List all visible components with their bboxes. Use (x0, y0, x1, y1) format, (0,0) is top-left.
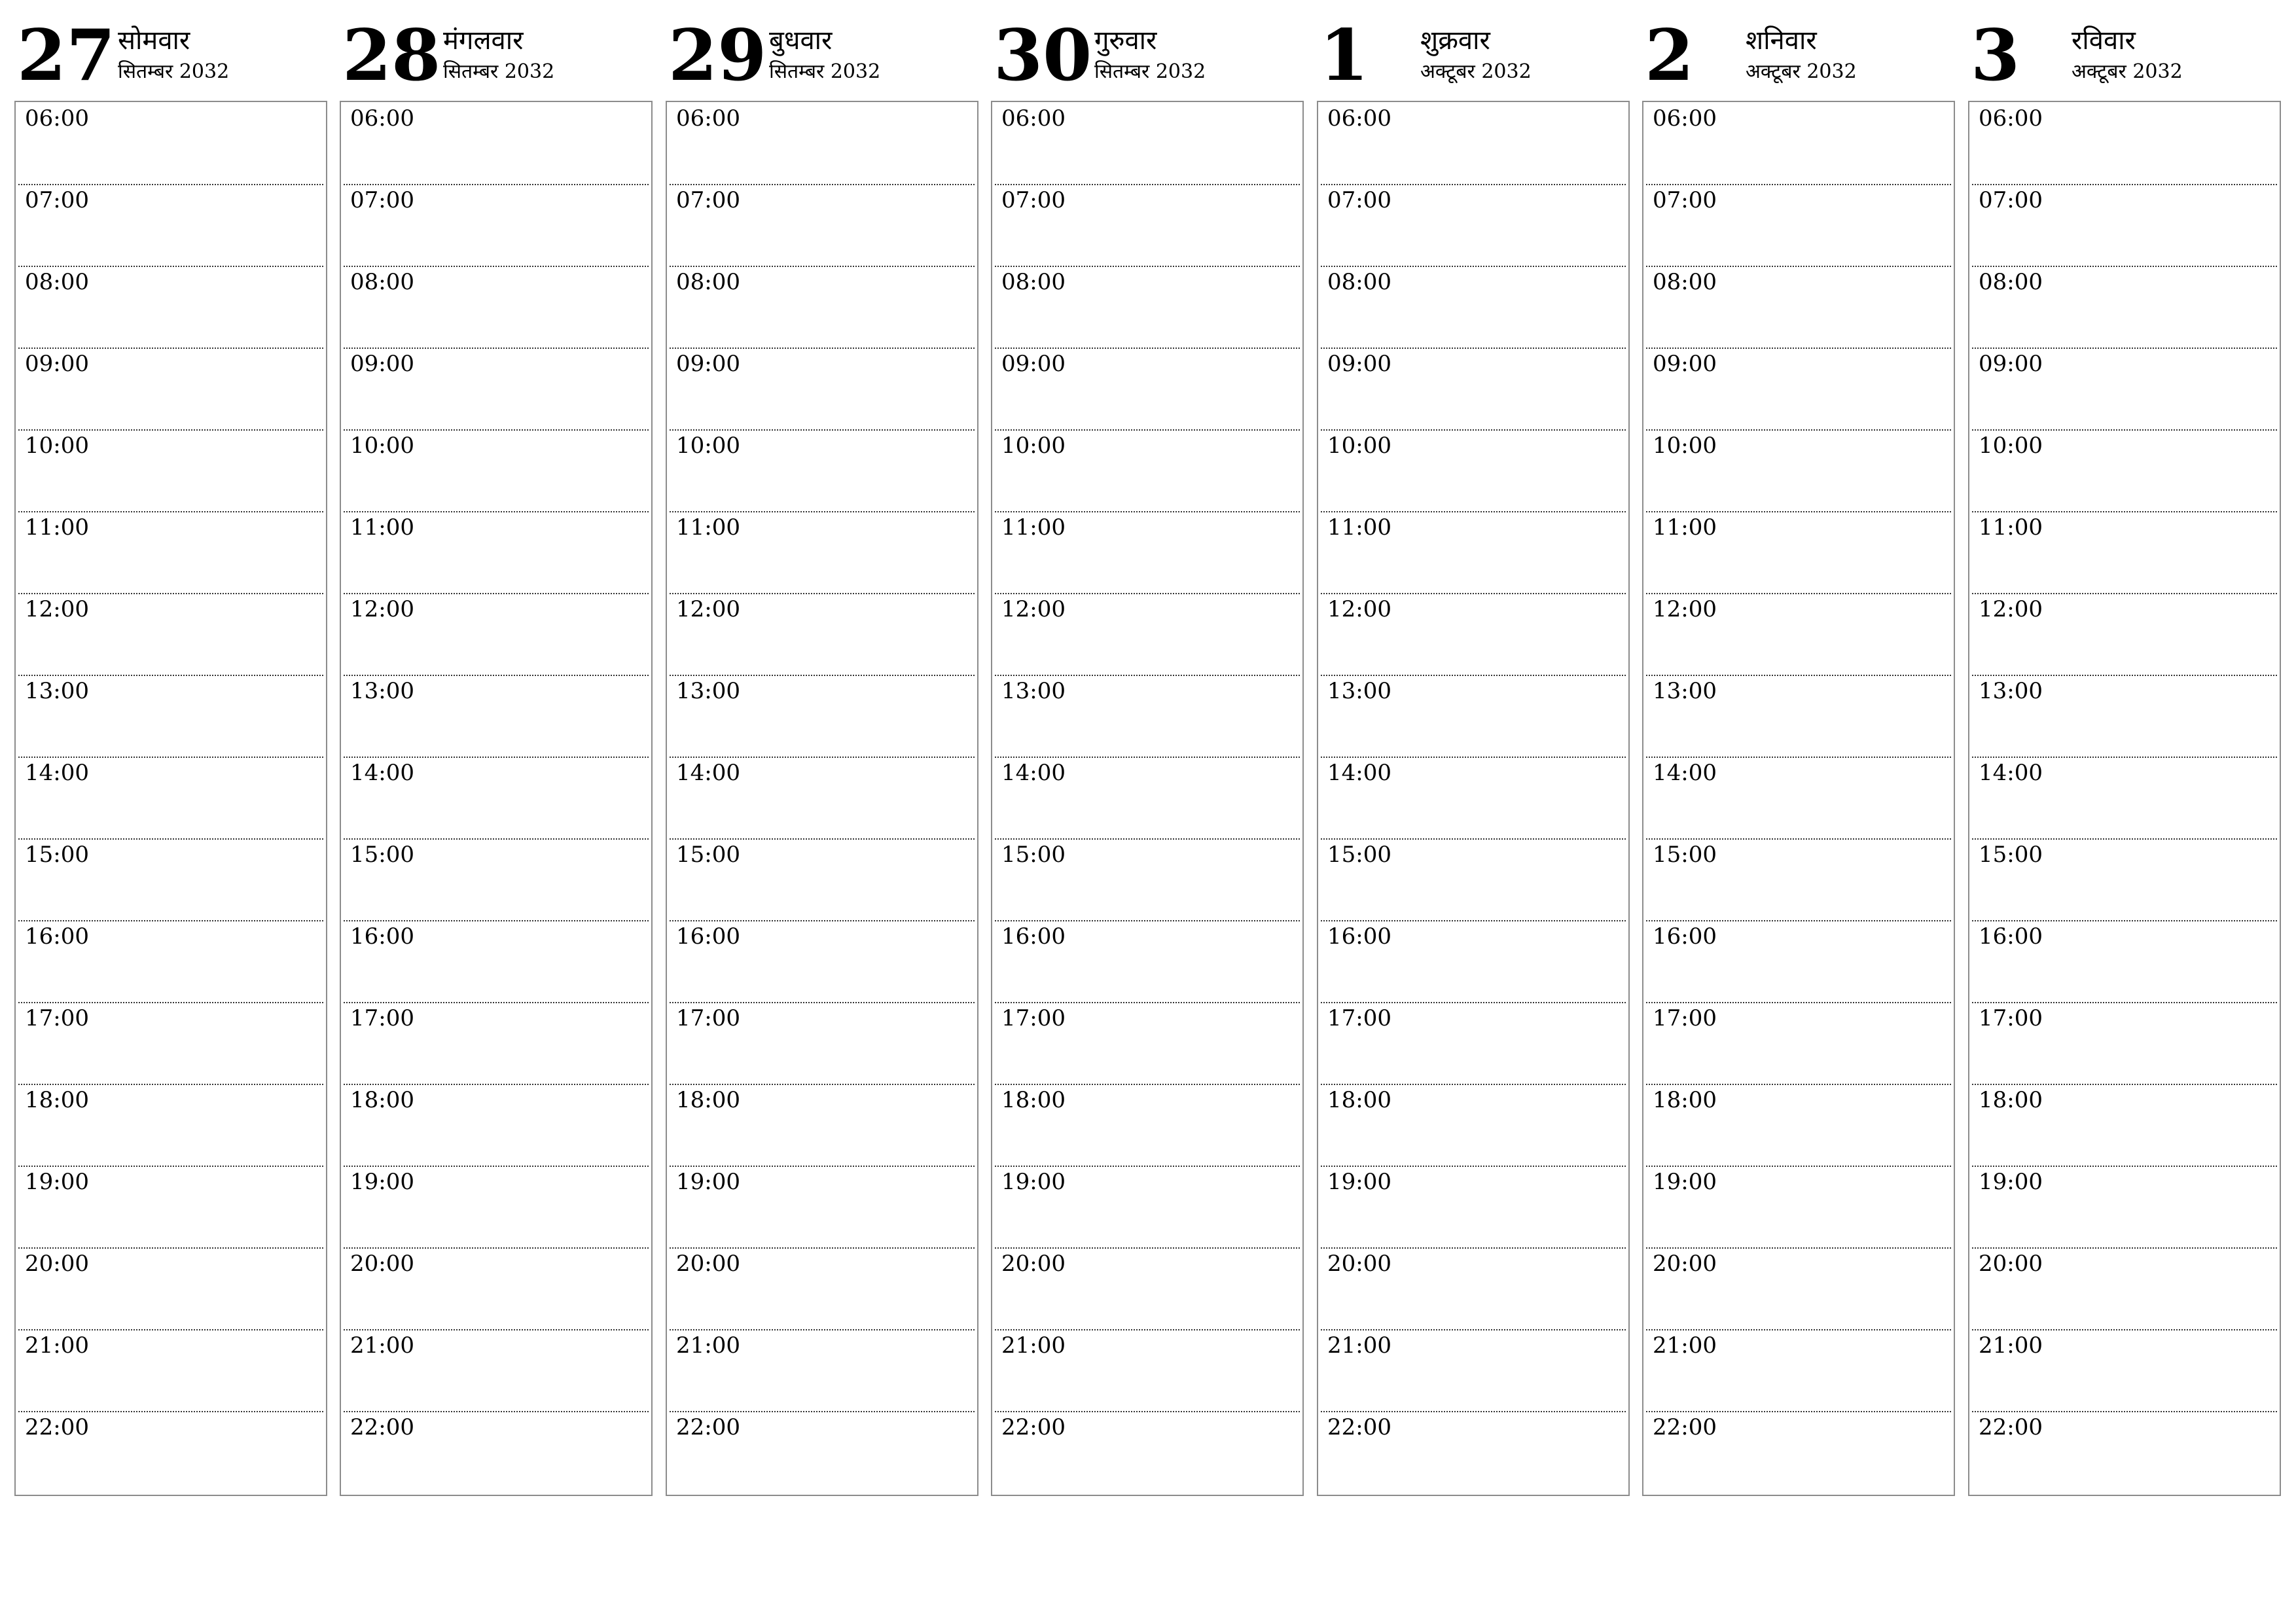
time-label: 17:00 (1327, 1005, 1391, 1031)
time-slot[interactable] (344, 675, 649, 758)
time-slot[interactable] (1646, 1411, 1951, 1493)
time-label: 12:00 (350, 596, 414, 622)
day-number: 2 (1645, 14, 1695, 97)
time-slot[interactable] (1972, 838, 2277, 921)
weekday-name: मंगलवार (443, 26, 524, 56)
weekday-name: शुक्रवार (1420, 26, 1490, 56)
time-slot[interactable] (18, 757, 323, 840)
time-label: 15:00 (1653, 842, 1717, 868)
time-slot[interactable] (670, 1084, 975, 1167)
time-label: 18:00 (1653, 1087, 1717, 1113)
time-slot[interactable] (18, 920, 323, 1003)
time-label: 09:00 (676, 351, 740, 377)
time-slot[interactable] (1321, 675, 1626, 758)
time-slot[interactable] (670, 757, 975, 840)
time-label: 06:00 (1653, 105, 1717, 132)
time-slot[interactable] (18, 1166, 323, 1249)
time-slot[interactable] (995, 266, 1300, 349)
day-header (666, 0, 978, 98)
time-slot[interactable] (1646, 1329, 1951, 1412)
time-slot[interactable] (18, 266, 323, 349)
time-label: 06:00 (1327, 105, 1391, 132)
time-label: 11:00 (676, 514, 740, 541)
time-slot[interactable] (670, 920, 975, 1003)
time-label: 20:00 (1001, 1251, 1066, 1277)
time-label: 19:00 (1979, 1169, 2043, 1195)
time-label: 06:00 (1979, 105, 2043, 132)
time-label: 16:00 (676, 923, 740, 950)
time-label: 19:00 (676, 1169, 740, 1195)
time-label: 14:00 (676, 760, 740, 786)
time-label: 14:00 (25, 760, 89, 786)
time-label: 13:00 (1653, 678, 1717, 704)
time-slot[interactable] (1321, 1084, 1626, 1167)
time-slot[interactable] (344, 184, 649, 267)
time-slot[interactable] (1321, 1329, 1626, 1412)
time-label: 17:00 (350, 1005, 414, 1031)
time-slot[interactable] (344, 920, 649, 1003)
time-label: 11:00 (1001, 514, 1066, 541)
time-slot[interactable] (1321, 1166, 1626, 1249)
time-slot[interactable] (995, 429, 1300, 512)
time-slot[interactable] (344, 1166, 649, 1249)
time-label: 10:00 (1327, 433, 1391, 459)
time-slot[interactable] (995, 920, 1300, 1003)
time-slot[interactable] (995, 511, 1300, 594)
time-label: 07:00 (350, 187, 414, 213)
day-header (1968, 0, 2281, 98)
time-label: 13:00 (25, 678, 89, 704)
time-slot[interactable] (1646, 1084, 1951, 1167)
time-slot[interactable] (1972, 266, 2277, 349)
time-slot[interactable] (1646, 1002, 1951, 1085)
time-label: 22:00 (350, 1414, 414, 1440)
time-slot[interactable] (1321, 1247, 1626, 1330)
time-label: 15:00 (350, 842, 414, 868)
time-label: 22:00 (1653, 1414, 1717, 1440)
time-label: 07:00 (1327, 187, 1391, 213)
time-label: 07:00 (1653, 187, 1717, 213)
time-label: 18:00 (1001, 1087, 1066, 1113)
time-label: 13:00 (676, 678, 740, 704)
day-schedule-box (340, 101, 653, 1496)
time-slot[interactable] (670, 675, 975, 758)
time-slot[interactable] (344, 593, 649, 676)
time-label: 09:00 (1001, 351, 1066, 377)
time-label: 09:00 (1653, 351, 1717, 377)
time-label: 12:00 (1653, 596, 1717, 622)
time-slot[interactable] (1321, 429, 1626, 512)
day-number: 30 (994, 14, 1092, 97)
time-label: 22:00 (25, 1414, 89, 1440)
time-slot[interactable] (995, 1329, 1300, 1412)
time-slot[interactable] (18, 102, 323, 185)
time-slot[interactable] (1646, 1166, 1951, 1249)
day-header (1317, 0, 1630, 98)
time-label: 16:00 (350, 923, 414, 950)
time-label: 17:00 (1001, 1005, 1066, 1031)
time-label: 19:00 (1653, 1169, 1717, 1195)
day-number: 28 (342, 14, 441, 97)
time-slot[interactable] (670, 1002, 975, 1085)
time-label: 14:00 (1327, 760, 1391, 786)
time-slot[interactable] (1972, 511, 2277, 594)
time-label: 12:00 (25, 596, 89, 622)
time-slot[interactable] (344, 1247, 649, 1330)
time-label: 17:00 (676, 1005, 740, 1031)
time-label: 18:00 (350, 1087, 414, 1113)
time-slot[interactable] (18, 1247, 323, 1330)
weekday-name: शनिवार (1746, 26, 1817, 56)
time-label: 08:00 (25, 269, 89, 295)
time-label: 07:00 (1001, 187, 1066, 213)
time-label: 18:00 (676, 1087, 740, 1113)
time-slot[interactable] (1646, 1247, 1951, 1330)
day-number: 1 (1319, 14, 1369, 97)
time-slot[interactable] (1321, 593, 1626, 676)
time-label: 09:00 (350, 351, 414, 377)
time-label: 11:00 (1327, 514, 1391, 541)
day-schedule-box (1317, 101, 1630, 1496)
time-slot[interactable] (1321, 838, 1626, 921)
time-slot[interactable] (995, 1002, 1300, 1085)
time-label: 06:00 (1001, 105, 1066, 132)
time-slot[interactable] (1646, 348, 1951, 431)
time-slot[interactable] (1646, 511, 1951, 594)
day-number: 3 (1971, 14, 2020, 97)
time-label: 12:00 (1327, 596, 1391, 622)
time-slot[interactable] (670, 593, 975, 676)
time-label: 18:00 (25, 1087, 89, 1113)
time-slot[interactable] (1321, 757, 1626, 840)
day-number: 29 (668, 14, 767, 97)
time-label: 16:00 (1327, 923, 1391, 950)
time-slot[interactable] (1321, 348, 1626, 431)
time-label: 09:00 (1979, 351, 2043, 377)
time-label: 19:00 (1327, 1169, 1391, 1195)
time-label: 08:00 (1653, 269, 1717, 295)
day-schedule-box (666, 101, 978, 1496)
time-label: 06:00 (676, 105, 740, 132)
time-label: 21:00 (1327, 1332, 1391, 1359)
time-slot[interactable] (1972, 1084, 2277, 1167)
time-slot[interactable] (344, 266, 649, 349)
time-slot[interactable] (670, 1411, 975, 1493)
time-label: 08:00 (350, 269, 414, 295)
time-slot[interactable] (344, 348, 649, 431)
time-label: 21:00 (676, 1332, 740, 1359)
time-label: 13:00 (350, 678, 414, 704)
time-slot[interactable] (1646, 266, 1951, 349)
time-label: 22:00 (1327, 1414, 1391, 1440)
time-slot[interactable] (1972, 1166, 2277, 1249)
day-number: 27 (17, 14, 116, 97)
time-slot[interactable] (670, 511, 975, 594)
month-year-label: अक्टूबर 2032 (1420, 60, 1532, 83)
time-label: 17:00 (1653, 1005, 1717, 1031)
time-slot[interactable] (344, 1084, 649, 1167)
time-slot[interactable] (1321, 920, 1626, 1003)
time-label: 10:00 (676, 433, 740, 459)
time-slot[interactable] (1972, 593, 2277, 676)
time-slot[interactable] (670, 838, 975, 921)
time-slot[interactable] (995, 1084, 1300, 1167)
time-label: 16:00 (25, 923, 89, 950)
time-slot[interactable] (670, 429, 975, 512)
time-slot[interactable] (1972, 184, 2277, 267)
time-label: 15:00 (676, 842, 740, 868)
time-label: 14:00 (1979, 760, 2043, 786)
time-slot[interactable] (18, 675, 323, 758)
time-slot[interactable] (344, 429, 649, 512)
time-slot[interactable] (344, 757, 649, 840)
time-label: 10:00 (25, 433, 89, 459)
time-slot[interactable] (670, 266, 975, 349)
time-label: 21:00 (1653, 1332, 1717, 1359)
day-header (991, 0, 1304, 98)
time-label: 22:00 (676, 1414, 740, 1440)
time-slot[interactable] (1646, 429, 1951, 512)
time-slot[interactable] (1972, 102, 2277, 185)
time-label: 15:00 (1001, 842, 1066, 868)
time-slot[interactable] (995, 757, 1300, 840)
time-label: 17:00 (1979, 1005, 2043, 1031)
time-slot[interactable] (1972, 1329, 2277, 1412)
time-slot[interactable] (1321, 1002, 1626, 1085)
time-label: 07:00 (676, 187, 740, 213)
time-label: 12:00 (676, 596, 740, 622)
time-label: 21:00 (1979, 1332, 2043, 1359)
month-year-label: सितम्बर 2032 (443, 60, 555, 83)
time-slot[interactable] (1321, 1411, 1626, 1493)
time-slot[interactable] (18, 1329, 323, 1412)
month-year-label: अक्टूबर 2032 (1746, 60, 1857, 83)
time-slot[interactable] (18, 511, 323, 594)
time-label: 15:00 (25, 842, 89, 868)
time-slot[interactable] (995, 184, 1300, 267)
time-label: 14:00 (1001, 760, 1066, 786)
time-label: 15:00 (1979, 842, 2043, 868)
time-label: 08:00 (1001, 269, 1066, 295)
time-label: 10:00 (350, 433, 414, 459)
time-label: 10:00 (1653, 433, 1717, 459)
time-label: 20:00 (1653, 1251, 1717, 1277)
time-slot[interactable] (344, 102, 649, 185)
time-slot[interactable] (1972, 1411, 2277, 1493)
time-label: 12:00 (1979, 596, 2043, 622)
time-label: 21:00 (25, 1332, 89, 1359)
time-label: 06:00 (25, 105, 89, 132)
time-label: 19:00 (25, 1169, 89, 1195)
time-label: 18:00 (1979, 1087, 2043, 1113)
time-label: 20:00 (1327, 1251, 1391, 1277)
time-slot[interactable] (1972, 429, 2277, 512)
time-slot[interactable] (995, 1247, 1300, 1330)
time-slot[interactable] (670, 348, 975, 431)
time-slot[interactable] (1646, 102, 1951, 185)
time-slot[interactable] (1646, 184, 1951, 267)
time-label: 16:00 (1979, 923, 2043, 950)
time-slot[interactable] (995, 1411, 1300, 1493)
time-slot[interactable] (1646, 757, 1951, 840)
time-slot[interactable] (995, 348, 1300, 431)
time-slot[interactable] (1972, 1247, 2277, 1330)
time-slot[interactable] (1321, 266, 1626, 349)
time-slot[interactable] (995, 593, 1300, 676)
time-slot[interactable] (18, 1002, 323, 1085)
time-label: 08:00 (1979, 269, 2043, 295)
time-slot[interactable] (1321, 511, 1626, 594)
time-label: 22:00 (1979, 1414, 2043, 1440)
time-label: 07:00 (1979, 187, 2043, 213)
time-slot[interactable] (1972, 1002, 2277, 1085)
time-slot[interactable] (995, 1166, 1300, 1249)
time-label: 19:00 (350, 1169, 414, 1195)
time-label: 09:00 (25, 351, 89, 377)
time-label: 07:00 (25, 187, 89, 213)
weekday-name: बुधवार (769, 26, 833, 56)
time-label: 20:00 (25, 1251, 89, 1277)
time-slot[interactable] (1646, 675, 1951, 758)
month-year-label: सितम्बर 2032 (769, 60, 881, 83)
time-label: 11:00 (25, 514, 89, 541)
time-slot[interactable] (18, 348, 323, 431)
weekday-name: रविवार (2072, 26, 2136, 56)
time-slot[interactable] (1321, 102, 1626, 185)
time-label: 15:00 (1327, 842, 1391, 868)
time-label: 20:00 (350, 1251, 414, 1277)
time-slot[interactable] (1646, 838, 1951, 921)
time-slot[interactable] (995, 675, 1300, 758)
time-label: 18:00 (1327, 1087, 1391, 1113)
time-label: 11:00 (350, 514, 414, 541)
time-label: 13:00 (1979, 678, 2043, 704)
time-label: 13:00 (1327, 678, 1391, 704)
time-slot[interactable] (670, 1247, 975, 1330)
month-year-label: अक्टूबर 2032 (2072, 60, 2183, 83)
month-year-label: सितम्बर 2032 (118, 60, 230, 83)
time-slot[interactable] (18, 429, 323, 512)
time-slot[interactable] (18, 593, 323, 676)
day-schedule-box (991, 101, 1304, 1496)
time-slot[interactable] (1972, 348, 2277, 431)
time-label: 11:00 (1979, 514, 2043, 541)
day-schedule-box (14, 101, 327, 1496)
time-slot[interactable] (344, 1411, 649, 1493)
day-header (1642, 0, 1955, 98)
time-label: 12:00 (1001, 596, 1066, 622)
time-label: 14:00 (1653, 760, 1717, 786)
time-label: 22:00 (1001, 1414, 1066, 1440)
time-slot[interactable] (670, 1329, 975, 1412)
time-label: 20:00 (1979, 1251, 2043, 1277)
day-header (14, 0, 327, 98)
time-label: 10:00 (1979, 433, 2043, 459)
day-schedule-box (1968, 101, 2281, 1496)
time-slot[interactable] (344, 1002, 649, 1085)
time-label: 10:00 (1001, 433, 1066, 459)
day-header (340, 0, 653, 98)
time-slot[interactable] (670, 102, 975, 185)
time-label: 13:00 (1001, 678, 1066, 704)
time-slot[interactable] (995, 102, 1300, 185)
time-label: 21:00 (350, 1332, 414, 1359)
time-label: 06:00 (350, 105, 414, 132)
time-slot[interactable] (1972, 675, 2277, 758)
time-label: 08:00 (676, 269, 740, 295)
time-label: 14:00 (350, 760, 414, 786)
time-label: 09:00 (1327, 351, 1391, 377)
time-slot[interactable] (1972, 920, 2277, 1003)
time-slot[interactable] (18, 1084, 323, 1167)
time-label: 08:00 (1327, 269, 1391, 295)
time-label: 17:00 (25, 1005, 89, 1031)
weekday-name: गुरुवार (1094, 26, 1157, 56)
time-slot[interactable] (18, 184, 323, 267)
time-label: 11:00 (1653, 514, 1717, 541)
time-label: 16:00 (1001, 923, 1066, 950)
time-slot[interactable] (18, 1411, 323, 1493)
month-year-label: सितम्बर 2032 (1094, 60, 1206, 83)
time-slot[interactable] (1972, 757, 2277, 840)
time-slot[interactable] (670, 1166, 975, 1249)
time-slot[interactable] (1646, 920, 1951, 1003)
time-slot[interactable] (18, 838, 323, 921)
time-label: 19:00 (1001, 1169, 1066, 1195)
time-slot[interactable] (1321, 184, 1626, 267)
time-slot[interactable] (344, 838, 649, 921)
time-label: 21:00 (1001, 1332, 1066, 1359)
time-label: 16:00 (1653, 923, 1717, 950)
time-slot[interactable] (344, 511, 649, 594)
time-slot[interactable] (995, 838, 1300, 921)
day-schedule-box (1642, 101, 1955, 1496)
time-slot[interactable] (670, 184, 975, 267)
time-slot[interactable] (344, 1329, 649, 1412)
time-label: 20:00 (676, 1251, 740, 1277)
time-slot[interactable] (1646, 593, 1951, 676)
weekday-name: सोमवार (118, 26, 190, 56)
